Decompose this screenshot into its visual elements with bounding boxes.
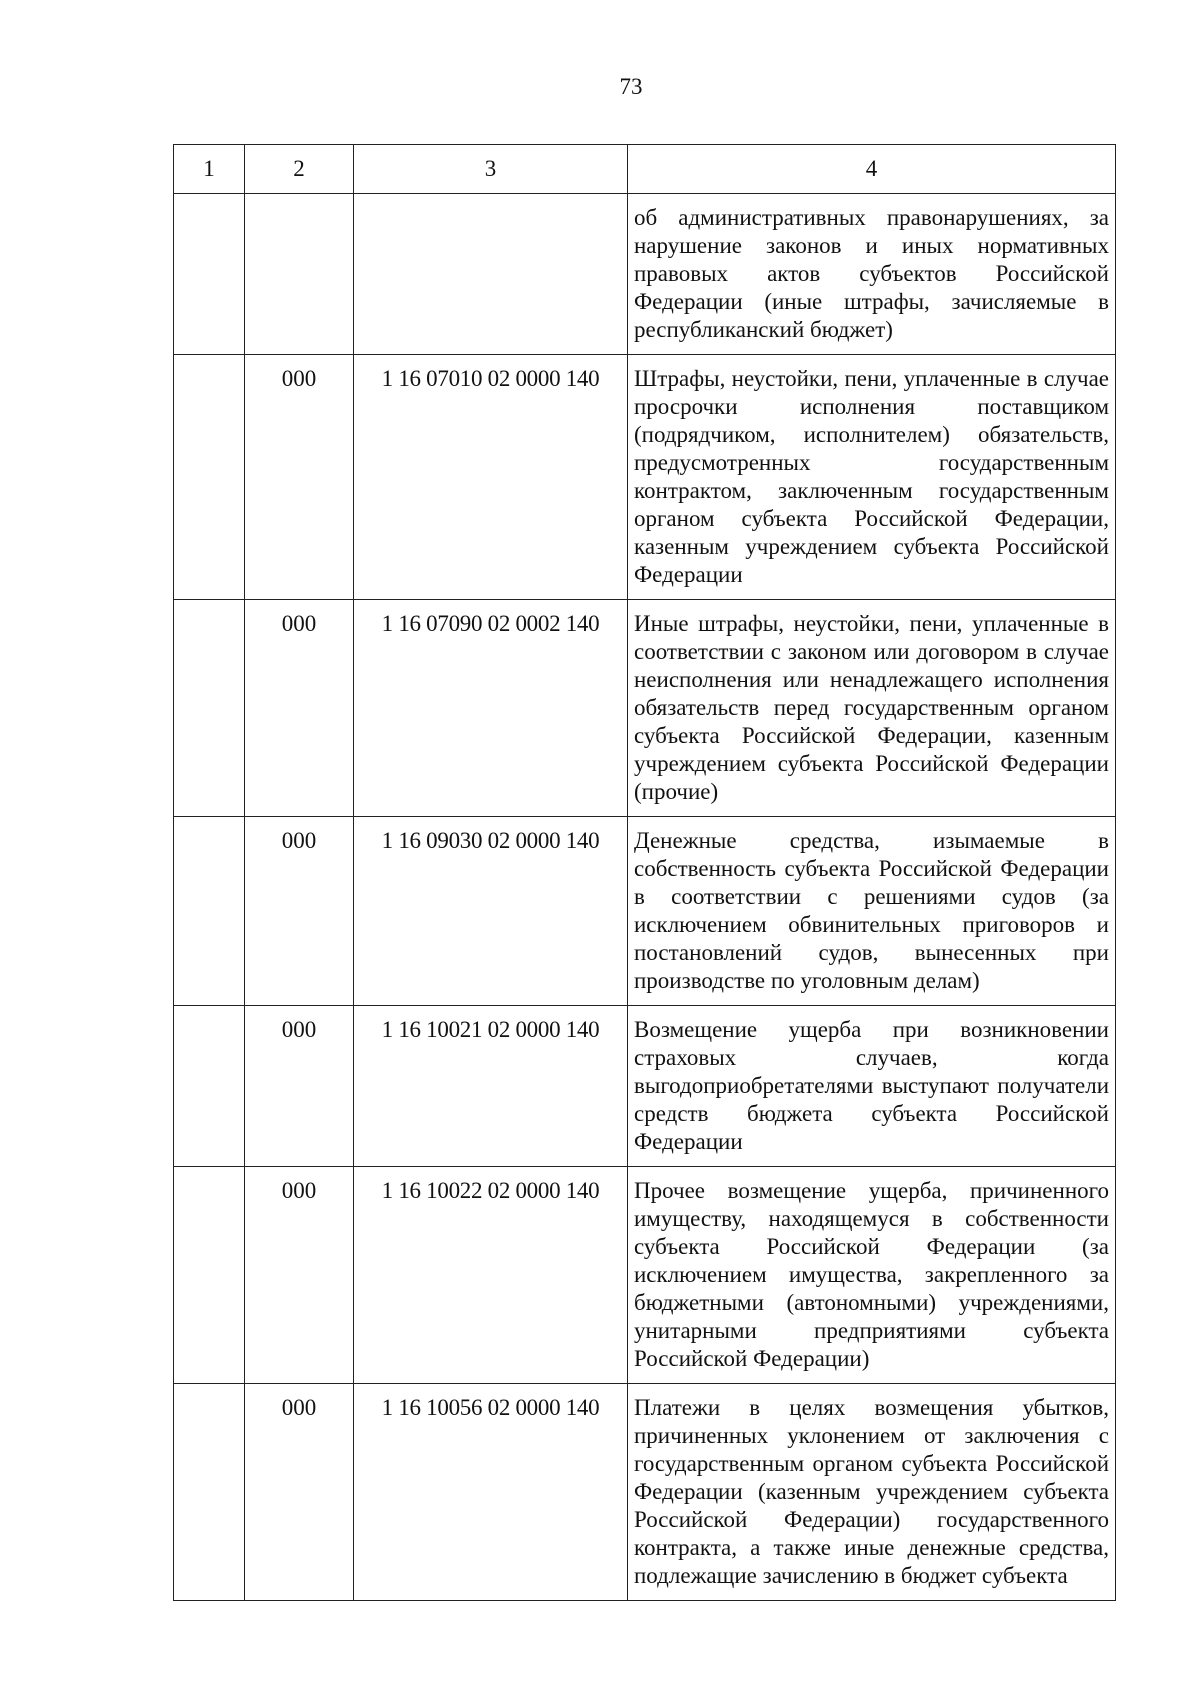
admin-code-cell: 000	[245, 1384, 354, 1601]
revenue-code-cell: 1 16 10022 02 0000 140	[354, 1167, 628, 1384]
table-row	[174, 1384, 1116, 1601]
admin-code-cell: 000	[245, 817, 354, 1006]
revenue-code-cell	[354, 194, 628, 355]
description-cell: Платежи в целях возмещения убытков, причиненных уклонением от заключения с государственным органом субъекта Российской Федерации (казенным учреждением субъекта Российской Федерации) государственного контракта, а также иные денежные средства, подлежащие зачислению в бюджет субъекта	[628, 1384, 1116, 1601]
column-header-2: 2	[245, 145, 354, 194]
description-cell: Прочее возмещение ущерба, причиненного имуществу, находящемуся в собственности субъекта Российской Федерации (за исключением имущества, закрепленного за бюджетными (автономными) учреждениями, унитарными предприятиями субъекта Российской Федерации)	[628, 1167, 1116, 1384]
admin-code-cell: 000	[245, 600, 354, 817]
description-cell: Штрафы, неустойки, пени, уплаченные в случае просрочки исполнения поставщиком (подрядчиком, исполнителем) обязательств, предусмотренных государственным контрактом, заключенным государственным органом субъекта Российской Федерации, казенным учреждением субъекта Российской Федерации	[628, 355, 1116, 600]
revenue-code-cell: 1 16 09030 02 0000 140	[354, 817, 628, 1006]
column-header-3: 3	[354, 145, 628, 194]
row-number-cell	[174, 817, 245, 1006]
admin-code-cell	[245, 194, 354, 355]
column-header-4: 4	[628, 145, 1116, 194]
table-row	[174, 1006, 1116, 1167]
revenue-code-cell: 1 16 10056 02 0000 140	[354, 1384, 628, 1601]
table-row	[174, 817, 1116, 1006]
row-number-cell	[174, 600, 245, 817]
admin-code-cell: 000	[245, 1167, 354, 1384]
row-number-cell	[174, 194, 245, 355]
revenue-code-cell: 1 16 10021 02 0000 140	[354, 1006, 628, 1167]
description-cell: Иные штрафы, неустойки, пени, уплаченные в соответствии с законом или договором в случае неисполнения или ненадлежащего исполнения обязательств перед государственным органом субъекта Российской Федерации, казенным учреждением субъекта Российской Федерации (прочие)	[628, 600, 1116, 817]
table-row	[174, 1167, 1116, 1384]
description-cell: Денежные средства, изымаемые в собственность субъекта Российской Федерации в соответствии с решениями судов (за исключением обвинительных приговоров и постановлений судов, вынесенных при производстве по уголовным делам)	[628, 817, 1116, 1006]
revenue-codes-table	[173, 144, 1116, 1601]
column-header-1: 1	[174, 145, 245, 194]
row-number-cell	[174, 1384, 245, 1601]
revenue-code-cell: 1 16 07010 02 0000 140	[354, 355, 628, 600]
table-row	[174, 194, 1116, 355]
admin-code-cell: 000	[245, 355, 354, 600]
page-number: 73	[619, 74, 643, 99]
revenue-code-cell: 1 16 07090 02 0002 140	[354, 600, 628, 817]
row-number-cell	[174, 1006, 245, 1167]
table-header-row	[174, 145, 1116, 194]
description-cell: Возмещение ущерба при возникновении страховых случаев, когда выгодоприобретателями выступают получатели средств бюджета субъекта Российской Федерации	[628, 1006, 1116, 1167]
table-row	[174, 355, 1116, 600]
table-row	[174, 600, 1116, 817]
description-cell: об административных правонарушениях, за нарушение законов и иных нормативных правовых актов субъектов Российской Федерации (иные штрафы, зачисляемые в республиканский бюджет)	[628, 194, 1116, 355]
row-number-cell	[174, 1167, 245, 1384]
admin-code-cell: 000	[245, 1006, 354, 1167]
row-number-cell	[174, 355, 245, 600]
